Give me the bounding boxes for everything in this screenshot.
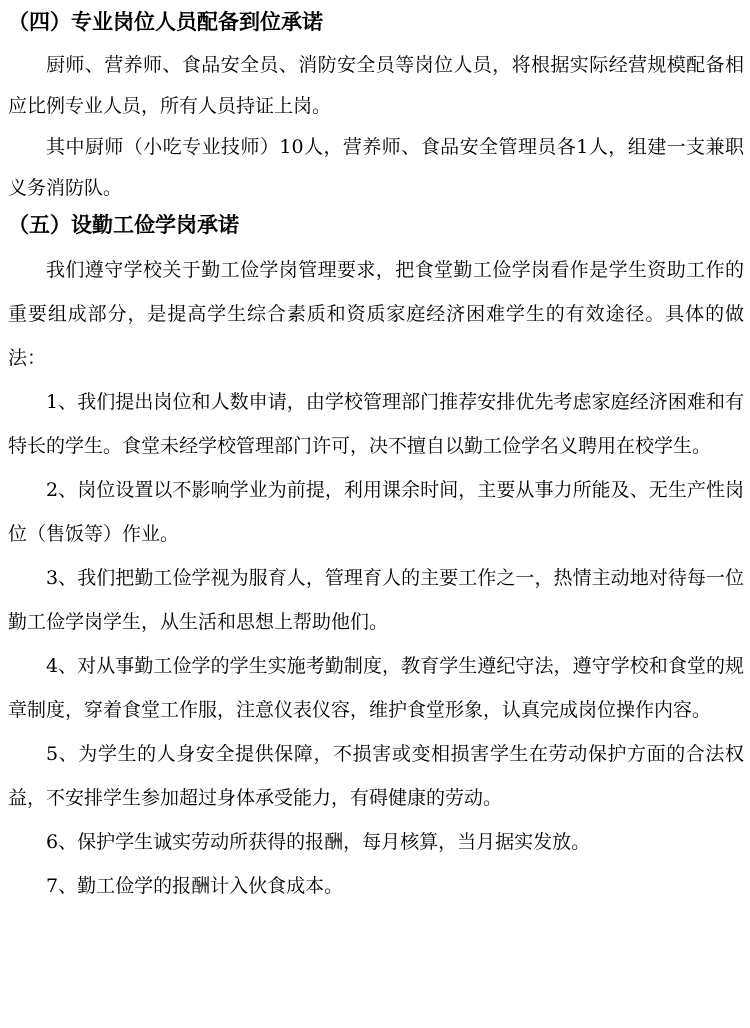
section-5-item-6: 6、保护学生诚实劳动所获得的报酬，每月核算，当月据实发放。: [46, 831, 591, 853]
section-4-paragraph-2: 其中厨师（小吃专业技师）10人，营养师、食品安全管理员各1人，组建一支兼职义务消防队。: [8, 136, 744, 199]
section-5-item-4: 4、对从事勤工俭学的学生实施考勤制度，教育学生遵纪守法，遵守学校和食堂的规章制度，穿着食堂工作服，注意仪表仪容，维护食堂形象，认真完成岗位操作内容。: [8, 655, 744, 721]
section-5-intro: 我们遵守学校关于勤工俭学岗管理要求，把食堂勤工俭学岗看作是学生资助工作的重要组成部分，是提高学生综合素质和资质家庭经济困难学生的有效途径。具体的做法：: [8, 259, 744, 369]
section-heading-4: （四）专业岗位人员配备到位承诺: [8, 9, 323, 34]
section-5-item-5: 5、为学生的人身安全提供保障，不损害或变相损害学生在劳动保护方面的合法权益，不安排学生参加超过身体承受能力，有碍健康的劳动。: [8, 743, 744, 809]
section-5-item-2: 2、岗位设置以不影响学业为前提，利用课余时间，主要从事力所能及、无生产性岗位（售饭等）作业。: [8, 479, 744, 545]
section-5-item-7: 7、勤工俭学的报酬计入伙食成本。: [46, 875, 344, 897]
section-4-paragraph-1: 厨师、营养师、食品安全员、消防安全员等岗位人员，将根据实际经营规模配备相应比例专业人员，所有人员持证上岗。: [8, 54, 744, 117]
section-5-item-3: 3、我们把勤工俭学视为服育人，管理育人的主要工作之一，热情主动地对待每一位勤工俭学岗学生，从生活和思想上帮助他们。: [8, 567, 744, 633]
section-5-item-1: 1、我们提出岗位和人数申请，由学校管理部门推荐安排优先考虑家庭经济困难和有特长的学生。食堂未经学校管理部门许可，决不擅自以勤工俭学名义聘用在校学生。: [8, 391, 744, 457]
section-heading-5: （五）设勤工俭学岗承诺: [8, 212, 239, 237]
